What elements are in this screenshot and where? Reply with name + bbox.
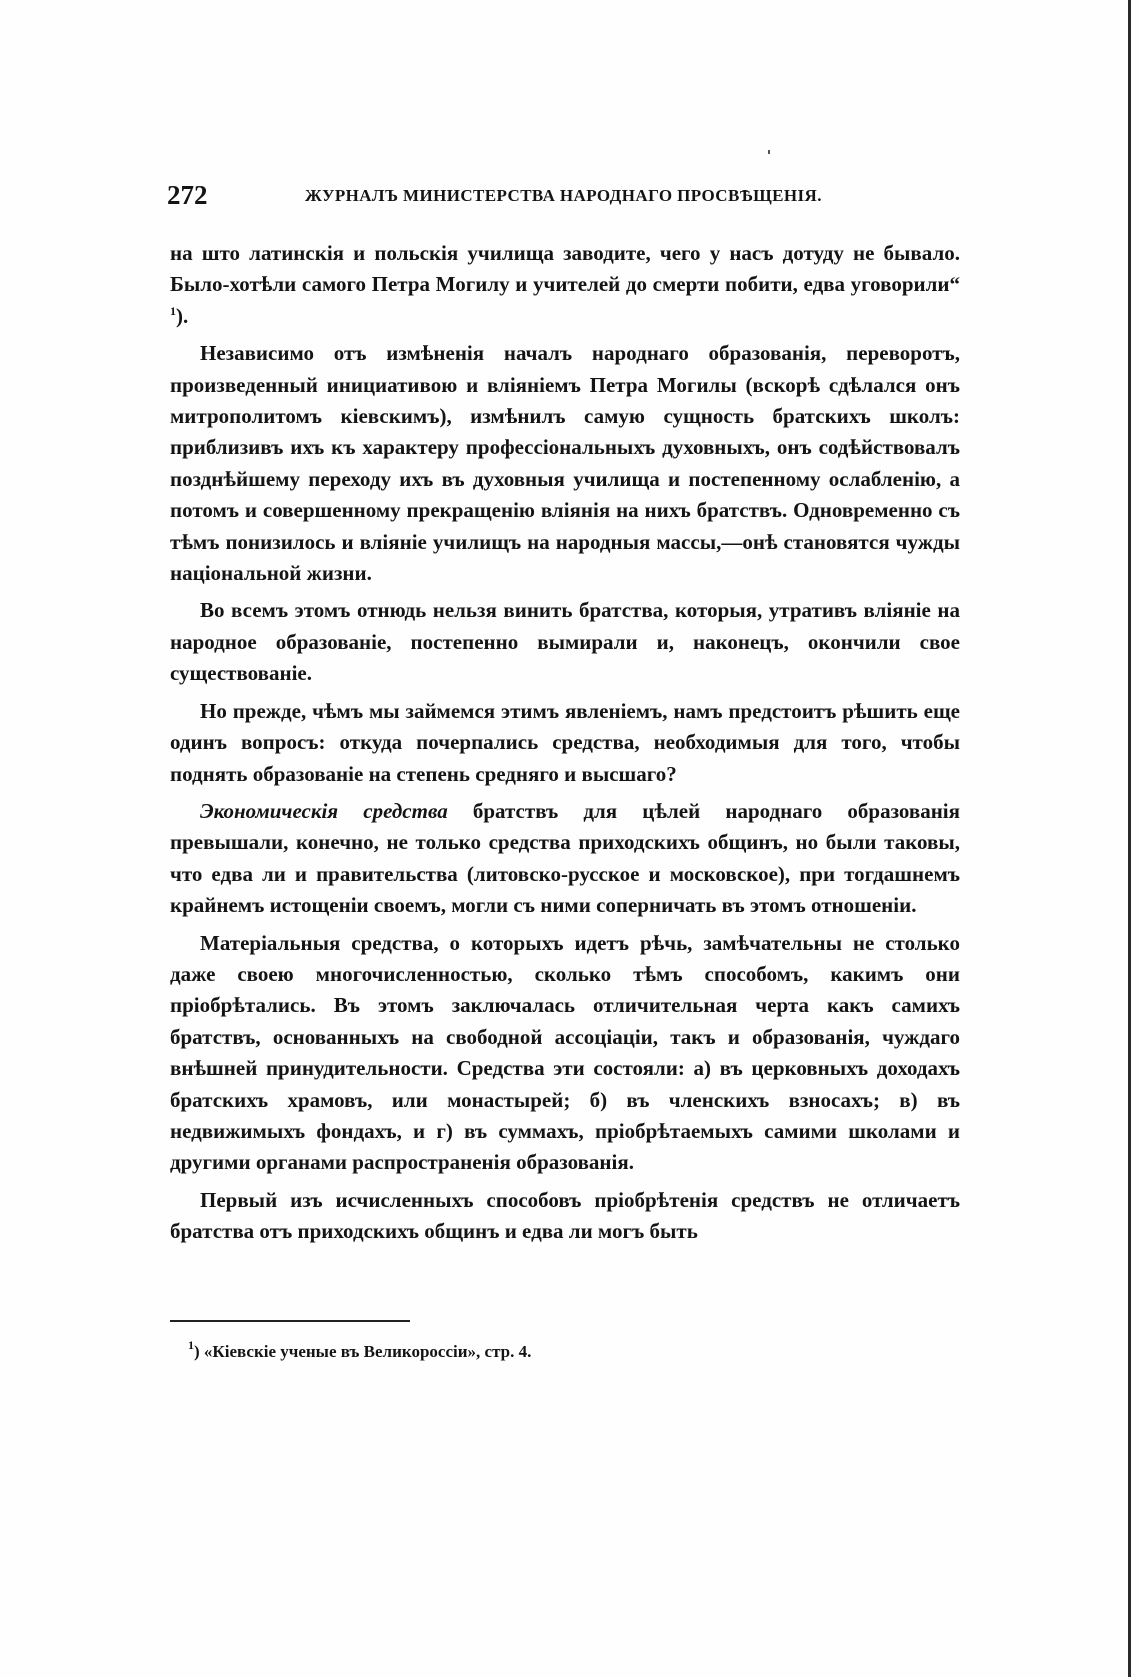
footnote-marker: 1 [188,1338,194,1352]
page-number: 272 [167,180,208,210]
paragraph-1-tail: ). [176,303,189,328]
footnote [188,1338,948,1362]
paragraph-6: Матеріальныя средства, о которыхъ идетъ рѣчь, замѣчательны не столько даже своею многочисленностью, сколько тѣмъ способомъ, какимъ они пріобрѣтались. Въ этомъ заключалась отличительная черта какъ самихъ братствъ, основанныхъ на свободной ассоціаціи, такъ и образованія, чуждаго внѣшней принудительности. Средства эти состояли: а) въ церковныхъ доходахъ братскихъ храмовъ, или монастырей; б) въ членскихъ взносахъ; в) въ недвижимыхъ фондахъ, и г) въ суммахъ, пріобрѣтаемыхъ самими школами и другими органами распространенія образованія. [170,930,960,1175]
scan-speck [768,150,770,154]
paragraph-7: Первый изъ исчисленныхъ способовъ пріобрѣтенія средствъ не отличаетъ братства отъ приходскихъ общинъ и едва ли могъ быть [170,1187,960,1244]
paragraph-5 [170,796,960,922]
paragraph-5-text: братствъ для цѣлей народнаго образованія превышали, конечно, не только средства приходскихъ общинъ, но были таковы, что едва ли и правительства (литовско-русское и московское), при тогдашнемъ крайнемъ истощеніи своемъ, могли съ ними соперничать въ этомъ отношеніи. [170,798,960,918]
page-edge-line [1128,0,1131,1677]
running-title: ЖУРНАЛЪ МИНИСТЕРСТВА НАРОДНАГО ПРОСВѢЩЕНІЯ. [305,186,822,205]
page-header [167,180,961,214]
footnote-rule [170,1320,410,1322]
paragraph-3: Во всемъ этомъ отнюдь нельзя винить братства, которыя, утративъ вліяніе на народное образованіе, постепенно вымирали и, наконецъ, окончили свое существованіе. [170,598,960,686]
paragraph-5-italic-lead: Экономическія средства [200,798,448,823]
footnote-text: ) «Кіевскіе ученые въ Великороссіи», стр. 4. [194,1342,532,1361]
paragraph-4: Но прежде, чѣмъ мы займемся этимъ явленіемъ, намъ предстоитъ рѣшить еще одинъ вопросъ: откуда почерпались средства, необходимыя для того, чтобы поднять образованіе на степень средняго и высшаго? [170,698,960,786]
paragraph-1 [170,238,960,332]
footnote-ref: 1 [170,303,176,318]
body-text [170,238,960,1254]
paragraph-2: Независимо отъ измѣненія началъ народнаго образованія, переворотъ, произведенный инициативою и вліяніемъ Петра Могилы (вскорѣ сдѣлался онъ митрополитомъ кіевскимъ), измѣнилъ самую сущность братскихъ школъ: приблизивъ ихъ къ характеру профессіональныхъ духовныхъ, онъ содѣйствовалъ позднѣйшему переходу ихъ въ духовныя училища и постепенному ослабленію, а потомъ и совершенному прекращенію вліянія на нихъ братствъ. Одновременно съ тѣмъ понизилось и вліяніе училищъ на народныя массы,—онѣ становятся чужды національной жизни. [170,341,960,586]
paragraph-1-text: на што латинскія и польскія училища заводите, чего у насъ дотуду не бывало. Было-хотѣли самого Петра Могилу и учителей до смерти побити, едва уговорили“ [170,241,960,297]
